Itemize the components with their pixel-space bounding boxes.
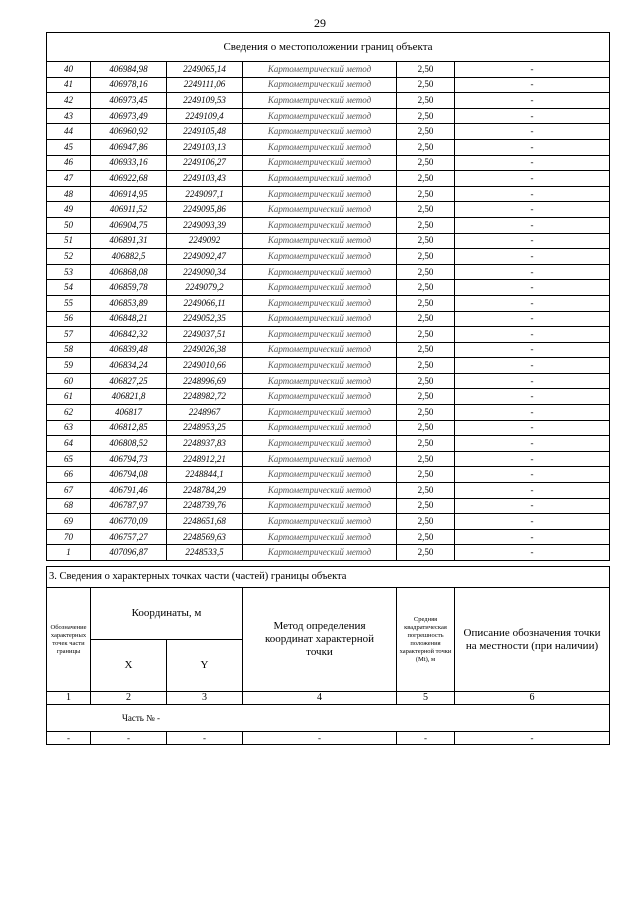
- point-number: 45: [47, 139, 91, 155]
- dash-cell: -: [243, 732, 397, 745]
- coord-y: 2249066,11: [167, 295, 243, 311]
- description: -: [455, 451, 610, 467]
- coord-y: 2249105,48: [167, 124, 243, 140]
- dash-cell: -: [47, 732, 91, 745]
- method: Картометрический метод: [243, 529, 397, 545]
- table-row: [47, 514, 610, 530]
- error-value: 2,50: [397, 202, 455, 218]
- error-value: 2,50: [397, 62, 455, 78]
- description: -: [455, 280, 610, 296]
- description: -: [455, 124, 610, 140]
- error-value: 2,50: [397, 171, 455, 187]
- coord-x: 406808,52: [91, 436, 167, 452]
- table-row: [47, 389, 610, 405]
- description: -: [455, 171, 610, 187]
- coord-x: 406904,75: [91, 217, 167, 233]
- method: Картометрический метод: [243, 514, 397, 530]
- coord-y: 2249103,43: [167, 171, 243, 187]
- error-value: 2,50: [397, 295, 455, 311]
- coord-y: 2249092: [167, 233, 243, 249]
- method: Картометрический метод: [243, 295, 397, 311]
- error-value: 2,50: [397, 108, 455, 124]
- description: -: [455, 467, 610, 483]
- table-row: [47, 529, 610, 545]
- coord-y: 2249093,39: [167, 217, 243, 233]
- point-number: 59: [47, 358, 91, 374]
- point-number: 61: [47, 389, 91, 405]
- description: -: [455, 529, 610, 545]
- description: -: [455, 93, 610, 109]
- table-row: [47, 467, 610, 483]
- coord-x: 406911,52: [91, 202, 167, 218]
- point-number: 68: [47, 498, 91, 514]
- point-number: 65: [47, 451, 91, 467]
- coord-x: 406827,25: [91, 373, 167, 389]
- method: Картометрический метод: [243, 545, 397, 561]
- error-value: 2,50: [397, 249, 455, 265]
- method: Картометрический метод: [243, 77, 397, 93]
- coord-y: 2248967: [167, 405, 243, 421]
- table-row: [47, 124, 610, 140]
- description: -: [455, 389, 610, 405]
- table-row: [47, 186, 610, 202]
- table-row: [47, 405, 610, 421]
- table-row: [47, 545, 610, 561]
- method: Картометрический метод: [243, 108, 397, 124]
- table-row: [47, 108, 610, 124]
- coord-y: 2249052,35: [167, 311, 243, 327]
- coord-y: 2248533,5: [167, 545, 243, 561]
- header-coordinates: Координаты, м: [91, 588, 243, 640]
- point-number: 57: [47, 327, 91, 343]
- table-row: [47, 373, 610, 389]
- coord-y: 2248569,63: [167, 529, 243, 545]
- method: Картометрический метод: [243, 155, 397, 171]
- point-number: 56: [47, 311, 91, 327]
- error-value: 2,50: [397, 280, 455, 296]
- method: Картометрический метод: [243, 451, 397, 467]
- coord-y: 2248844,1: [167, 467, 243, 483]
- method: Картометрический метод: [243, 483, 397, 499]
- method: Картометрический метод: [243, 327, 397, 343]
- error-value: 2,50: [397, 124, 455, 140]
- method: Картометрический метод: [243, 498, 397, 514]
- coord-y: 2248982,72: [167, 389, 243, 405]
- method: Картометрический метод: [243, 358, 397, 374]
- coord-y: 2249090,34: [167, 264, 243, 280]
- point-number: 46: [47, 155, 91, 171]
- description: -: [455, 358, 610, 374]
- coord-y: 2248912,21: [167, 451, 243, 467]
- coord-x: 406882,5: [91, 249, 167, 265]
- part-label-row: [47, 705, 610, 732]
- table-row: [47, 77, 610, 93]
- description: -: [455, 311, 610, 327]
- boundary-coordinates-table: [46, 32, 610, 561]
- coord-y: 2249026,38: [167, 342, 243, 358]
- point-number: 64: [47, 436, 91, 452]
- table-row: [47, 171, 610, 187]
- description: -: [455, 436, 610, 452]
- description: -: [455, 264, 610, 280]
- description: -: [455, 217, 610, 233]
- column-number-row: [47, 692, 610, 705]
- coord-x: 406791,46: [91, 483, 167, 499]
- error-value: 2,50: [397, 186, 455, 202]
- method: Картометрический метод: [243, 311, 397, 327]
- header-designation: Обозначение характерных точек части границы: [47, 588, 91, 692]
- coord-y: 2249109,4: [167, 108, 243, 124]
- method: Картометрический метод: [243, 264, 397, 280]
- description: -: [455, 77, 610, 93]
- coord-x: 406973,45: [91, 93, 167, 109]
- method: Картометрический метод: [243, 420, 397, 436]
- point-number: 47: [47, 171, 91, 187]
- section3-header-row: [47, 588, 610, 640]
- error-value: 2,50: [397, 77, 455, 93]
- dash-cell: -: [455, 732, 610, 745]
- method: Картометрический метод: [243, 280, 397, 296]
- table-row: [47, 155, 610, 171]
- section2-title: Сведения о местоположении границ объекта: [47, 33, 610, 62]
- description: -: [455, 155, 610, 171]
- method: Картометрический метод: [243, 249, 397, 265]
- table-row: [47, 311, 610, 327]
- error-value: 2,50: [397, 451, 455, 467]
- error-value: 2,50: [397, 139, 455, 155]
- page-number: 29: [314, 16, 326, 30]
- point-number: 1: [47, 545, 91, 561]
- coord-x: 406794,08: [91, 467, 167, 483]
- error-value: 2,50: [397, 529, 455, 545]
- method: Картометрический метод: [243, 93, 397, 109]
- coord-y: 2249065,14: [167, 62, 243, 78]
- point-number: 40: [47, 62, 91, 78]
- description: -: [455, 420, 610, 436]
- point-number: 67: [47, 483, 91, 499]
- table-row: [47, 280, 610, 296]
- coord-x: 406984,98: [91, 62, 167, 78]
- error-value: 2,50: [397, 233, 455, 249]
- point-number: 48: [47, 186, 91, 202]
- error-value: 2,50: [397, 420, 455, 436]
- description: -: [455, 62, 610, 78]
- error-value: 2,50: [397, 514, 455, 530]
- table-row: [47, 202, 610, 218]
- coord-y: 2249079,2: [167, 280, 243, 296]
- coord-x: 406859,78: [91, 280, 167, 296]
- description: -: [455, 373, 610, 389]
- part-label: Часть № -: [47, 705, 610, 732]
- point-number: 50: [47, 217, 91, 233]
- description: -: [455, 483, 610, 499]
- table-row: [47, 451, 610, 467]
- header-error: Средняя квадратическая погрешность положения характерной точки (Мt), м: [397, 588, 455, 692]
- col-num-4: 4: [243, 692, 397, 705]
- description: -: [455, 139, 610, 155]
- coord-x: 406812,85: [91, 420, 167, 436]
- coord-y: 2248996,69: [167, 373, 243, 389]
- description: -: [455, 108, 610, 124]
- error-value: 2,50: [397, 93, 455, 109]
- coord-x: 406848,21: [91, 311, 167, 327]
- point-number: 58: [47, 342, 91, 358]
- description: -: [455, 202, 610, 218]
- coord-x: 406947,86: [91, 139, 167, 155]
- table-row: [47, 327, 610, 343]
- method: Картометрический метод: [243, 217, 397, 233]
- coord-y: 2249111,06: [167, 77, 243, 93]
- error-value: 2,50: [397, 389, 455, 405]
- point-number: 63: [47, 420, 91, 436]
- method: Картометрический метод: [243, 373, 397, 389]
- method: Картометрический метод: [243, 233, 397, 249]
- description: -: [455, 498, 610, 514]
- dash-cell: -: [167, 732, 243, 745]
- section3-title-row: [47, 567, 610, 588]
- method: Картометрический метод: [243, 139, 397, 155]
- error-value: 2,50: [397, 327, 455, 343]
- error-value: 2,50: [397, 217, 455, 233]
- point-number: 42: [47, 93, 91, 109]
- col-num-3: 3: [167, 692, 243, 705]
- method: Картометрический метод: [243, 389, 397, 405]
- method: Картометрический метод: [243, 186, 397, 202]
- coord-y: 2249010,66: [167, 358, 243, 374]
- table-row: [47, 420, 610, 436]
- dash-cell: -: [91, 732, 167, 745]
- coord-y: 2249095,86: [167, 202, 243, 218]
- description: -: [455, 249, 610, 265]
- coord-x: 407096,87: [91, 545, 167, 561]
- coord-x: 406978,16: [91, 77, 167, 93]
- section2-title-row: [47, 33, 610, 62]
- table-row: [47, 498, 610, 514]
- table-row: [47, 249, 610, 265]
- table-row: [47, 233, 610, 249]
- error-value: 2,50: [397, 483, 455, 499]
- coord-x: 406868,08: [91, 264, 167, 280]
- point-number: 55: [47, 295, 91, 311]
- method: Картометрический метод: [243, 342, 397, 358]
- description: -: [455, 545, 610, 561]
- header-y: Y: [167, 640, 243, 692]
- table-row: [47, 483, 610, 499]
- method: Картометрический метод: [243, 467, 397, 483]
- method: Картометрический метод: [243, 124, 397, 140]
- error-value: 2,50: [397, 373, 455, 389]
- coord-y: 2248739,76: [167, 498, 243, 514]
- point-number: 44: [47, 124, 91, 140]
- point-number: 43: [47, 108, 91, 124]
- coord-x: 406839,48: [91, 342, 167, 358]
- part-boundary-table: [46, 566, 610, 745]
- table-row: [47, 217, 610, 233]
- table-row: [47, 264, 610, 280]
- method: Картометрический метод: [243, 62, 397, 78]
- table-row: [47, 62, 610, 78]
- point-number: 62: [47, 405, 91, 421]
- coord-x: 406757,27: [91, 529, 167, 545]
- point-number: 49: [47, 202, 91, 218]
- coord-x: 406922,68: [91, 171, 167, 187]
- dash-cell: -: [397, 732, 455, 745]
- coord-y: 2249037,51: [167, 327, 243, 343]
- error-value: 2,50: [397, 342, 455, 358]
- coord-y: 2249109,53: [167, 93, 243, 109]
- coord-x: 406842,32: [91, 327, 167, 343]
- error-value: 2,50: [397, 498, 455, 514]
- error-value: 2,50: [397, 405, 455, 421]
- point-number: 66: [47, 467, 91, 483]
- description: -: [455, 186, 610, 202]
- method: Картометрический метод: [243, 405, 397, 421]
- point-number: 41: [47, 77, 91, 93]
- description: -: [455, 233, 610, 249]
- coord-x: 406960,92: [91, 124, 167, 140]
- coord-y: 2248937,83: [167, 436, 243, 452]
- coord-x: 406973,49: [91, 108, 167, 124]
- coord-x: 406770,09: [91, 514, 167, 530]
- coord-y: 2249106,27: [167, 155, 243, 171]
- table-row: [47, 342, 610, 358]
- error-value: 2,50: [397, 358, 455, 374]
- coord-x: 406821,8: [91, 389, 167, 405]
- table-row: [47, 358, 610, 374]
- point-number: 52: [47, 249, 91, 265]
- point-number: 69: [47, 514, 91, 530]
- description: -: [455, 295, 610, 311]
- section3-title: 3. Сведения о характерных точках части (частей) границы объекта: [47, 567, 610, 588]
- coord-x: 406817: [91, 405, 167, 421]
- coord-y: 2248784,29: [167, 483, 243, 499]
- header-description: Описание обозначения точки на местности (при наличии): [455, 588, 610, 692]
- description: -: [455, 342, 610, 358]
- part-empty-row: [47, 732, 610, 745]
- point-number: 70: [47, 529, 91, 545]
- error-value: 2,50: [397, 264, 455, 280]
- method: Картометрический метод: [243, 436, 397, 452]
- coord-x: 406794,73: [91, 451, 167, 467]
- point-number: 53: [47, 264, 91, 280]
- coord-y: 2249097,1: [167, 186, 243, 202]
- description: -: [455, 405, 610, 421]
- method: Картометрический метод: [243, 171, 397, 187]
- coord-x: 406933,16: [91, 155, 167, 171]
- coord-x: 406914,95: [91, 186, 167, 202]
- error-value: 2,50: [397, 436, 455, 452]
- coord-y: 2249103,13: [167, 139, 243, 155]
- coord-x: 406787,97: [91, 498, 167, 514]
- coord-x: 406853,89: [91, 295, 167, 311]
- coord-y: 2249092,47: [167, 249, 243, 265]
- point-number: 51: [47, 233, 91, 249]
- coord-y: 2248651,68: [167, 514, 243, 530]
- coord-x: 406891,31: [91, 233, 167, 249]
- description: -: [455, 327, 610, 343]
- point-number: 54: [47, 280, 91, 296]
- col-num-5: 5: [397, 692, 455, 705]
- method: Картометрический метод: [243, 202, 397, 218]
- table-row: [47, 295, 610, 311]
- description: -: [455, 514, 610, 530]
- error-value: 2,50: [397, 155, 455, 171]
- coord-y: 2248953,25: [167, 420, 243, 436]
- error-value: 2,50: [397, 467, 455, 483]
- header-method: Метод определения координат характерной точки: [243, 588, 397, 692]
- coord-x: 406834,24: [91, 358, 167, 374]
- error-value: 2,50: [397, 311, 455, 327]
- table-row: [47, 139, 610, 155]
- error-value: 2,50: [397, 545, 455, 561]
- point-number: 60: [47, 373, 91, 389]
- table-row: [47, 93, 610, 109]
- table-row: [47, 436, 610, 452]
- col-num-2: 2: [91, 692, 167, 705]
- col-num-1: 1: [47, 692, 91, 705]
- col-num-6: 6: [455, 692, 610, 705]
- header-x: X: [91, 640, 167, 692]
